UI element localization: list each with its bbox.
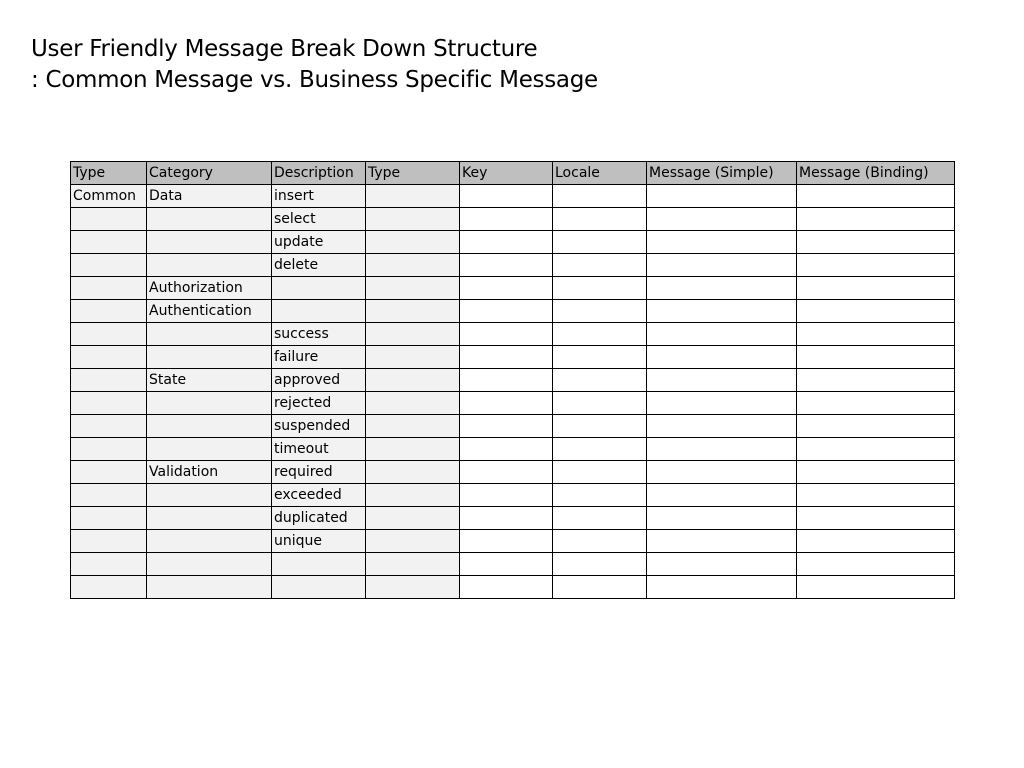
cell-message-simple bbox=[647, 346, 797, 369]
table-row bbox=[71, 530, 955, 553]
cell-locale bbox=[553, 415, 647, 438]
table-row bbox=[71, 369, 955, 392]
cell-message-simple bbox=[647, 277, 797, 300]
cell-type bbox=[71, 369, 147, 392]
cell-category bbox=[147, 484, 272, 507]
cell-type-2 bbox=[366, 461, 460, 484]
cell-key bbox=[460, 461, 553, 484]
cell-locale bbox=[553, 461, 647, 484]
cell-locale bbox=[553, 369, 647, 392]
cell-type-2 bbox=[366, 484, 460, 507]
cell-message-simple bbox=[647, 185, 797, 208]
cell-locale bbox=[553, 231, 647, 254]
table-row bbox=[71, 208, 955, 231]
cell-category bbox=[147, 254, 272, 277]
cell-description: duplicated bbox=[272, 507, 366, 530]
cell-type bbox=[71, 208, 147, 231]
cell-type bbox=[71, 576, 147, 599]
cell-description: delete bbox=[272, 254, 366, 277]
cell-type bbox=[71, 484, 147, 507]
cell-message-simple bbox=[647, 415, 797, 438]
column-header-category: Category bbox=[147, 162, 272, 185]
cell-key bbox=[460, 507, 553, 530]
cell-type bbox=[71, 438, 147, 461]
cell-type bbox=[71, 254, 147, 277]
cell-locale bbox=[553, 438, 647, 461]
cell-locale bbox=[553, 507, 647, 530]
table-row bbox=[71, 231, 955, 254]
message-breakdown-table bbox=[70, 161, 955, 599]
column-header-type: Type bbox=[71, 162, 147, 185]
cell-key bbox=[460, 208, 553, 231]
cell-message-binding bbox=[797, 415, 955, 438]
cell-category bbox=[147, 415, 272, 438]
cell-key bbox=[460, 392, 553, 415]
table-row bbox=[71, 484, 955, 507]
table-row bbox=[71, 576, 955, 599]
cell-category: State bbox=[147, 369, 272, 392]
cell-message-simple bbox=[647, 530, 797, 553]
cell-message-simple bbox=[647, 254, 797, 277]
cell-type-2 bbox=[366, 415, 460, 438]
cell-message-binding bbox=[797, 231, 955, 254]
cell-type: Common bbox=[71, 185, 147, 208]
cell-key bbox=[460, 438, 553, 461]
cell-message-binding bbox=[797, 254, 955, 277]
cell-message-binding bbox=[797, 484, 955, 507]
table-row bbox=[71, 277, 955, 300]
cell-message-simple bbox=[647, 300, 797, 323]
cell-message-simple bbox=[647, 484, 797, 507]
cell-type-2 bbox=[366, 438, 460, 461]
column-header-locale: Locale bbox=[553, 162, 647, 185]
cell-category bbox=[147, 392, 272, 415]
cell-description bbox=[272, 300, 366, 323]
cell-type bbox=[71, 530, 147, 553]
cell-type-2 bbox=[366, 231, 460, 254]
cell-type-2 bbox=[366, 346, 460, 369]
cell-locale bbox=[553, 553, 647, 576]
cell-key bbox=[460, 553, 553, 576]
cell-type-2 bbox=[366, 576, 460, 599]
cell-locale bbox=[553, 392, 647, 415]
cell-description: insert bbox=[272, 185, 366, 208]
cell-message-simple bbox=[647, 438, 797, 461]
cell-message-binding bbox=[797, 208, 955, 231]
cell-message-simple bbox=[647, 208, 797, 231]
cell-type-2 bbox=[366, 369, 460, 392]
table-row bbox=[71, 185, 955, 208]
cell-type-2 bbox=[366, 530, 460, 553]
cell-type bbox=[71, 323, 147, 346]
cell-description: failure bbox=[272, 346, 366, 369]
cell-key bbox=[460, 484, 553, 507]
table-body bbox=[71, 185, 955, 599]
cell-type-2 bbox=[366, 208, 460, 231]
cell-message-binding bbox=[797, 530, 955, 553]
cell-message-binding bbox=[797, 438, 955, 461]
column-header-key: Key bbox=[460, 162, 553, 185]
cell-key bbox=[460, 369, 553, 392]
cell-category bbox=[147, 323, 272, 346]
cell-message-simple bbox=[647, 369, 797, 392]
cell-key bbox=[460, 415, 553, 438]
cell-message-binding bbox=[797, 185, 955, 208]
cell-type-2 bbox=[366, 323, 460, 346]
cell-type-2 bbox=[366, 507, 460, 530]
cell-key bbox=[460, 254, 553, 277]
cell-key bbox=[460, 231, 553, 254]
cell-type-2 bbox=[366, 300, 460, 323]
cell-type bbox=[71, 231, 147, 254]
cell-message-binding bbox=[797, 507, 955, 530]
cell-message-binding bbox=[797, 369, 955, 392]
table-row bbox=[71, 507, 955, 530]
cell-type bbox=[71, 507, 147, 530]
cell-message-simple bbox=[647, 323, 797, 346]
cell-locale bbox=[553, 277, 647, 300]
cell-type bbox=[71, 300, 147, 323]
cell-category: Validation bbox=[147, 461, 272, 484]
cell-description: unique bbox=[272, 530, 366, 553]
cell-message-binding bbox=[797, 576, 955, 599]
cell-message-binding bbox=[797, 277, 955, 300]
cell-key bbox=[460, 323, 553, 346]
column-header-description: Description bbox=[272, 162, 366, 185]
cell-category: Authentication bbox=[147, 300, 272, 323]
column-header-message-binding: Message (Binding) bbox=[797, 162, 955, 185]
table-row bbox=[71, 461, 955, 484]
cell-type bbox=[71, 415, 147, 438]
cell-key bbox=[460, 185, 553, 208]
cell-category bbox=[147, 208, 272, 231]
cell-message-binding bbox=[797, 392, 955, 415]
cell-locale bbox=[553, 530, 647, 553]
cell-locale bbox=[553, 484, 647, 507]
cell-key bbox=[460, 576, 553, 599]
cell-category bbox=[147, 438, 272, 461]
cell-description: exceeded bbox=[272, 484, 366, 507]
cell-locale bbox=[553, 346, 647, 369]
cell-description bbox=[272, 277, 366, 300]
cell-description bbox=[272, 553, 366, 576]
cell-category bbox=[147, 576, 272, 599]
cell-locale bbox=[553, 208, 647, 231]
cell-message-binding bbox=[797, 346, 955, 369]
cell-category: Authorization bbox=[147, 277, 272, 300]
table-header-row bbox=[71, 162, 955, 185]
cell-message-simple bbox=[647, 461, 797, 484]
table-row bbox=[71, 254, 955, 277]
cell-type-2 bbox=[366, 185, 460, 208]
cell-locale bbox=[553, 576, 647, 599]
cell-category bbox=[147, 346, 272, 369]
cell-message-binding bbox=[797, 461, 955, 484]
table-row bbox=[71, 415, 955, 438]
cell-locale bbox=[553, 185, 647, 208]
cell-category bbox=[147, 553, 272, 576]
cell-type bbox=[71, 461, 147, 484]
cell-description: timeout bbox=[272, 438, 366, 461]
cell-type-2 bbox=[366, 392, 460, 415]
cell-message-simple bbox=[647, 576, 797, 599]
cell-message-binding bbox=[797, 553, 955, 576]
cell-category bbox=[147, 530, 272, 553]
cell-description: rejected bbox=[272, 392, 366, 415]
cell-type bbox=[71, 392, 147, 415]
cell-category: Data bbox=[147, 185, 272, 208]
title-line-1: User Friendly Message Break Down Structure bbox=[31, 36, 538, 62]
slide-title bbox=[31, 34, 598, 96]
cell-key bbox=[460, 530, 553, 553]
cell-category bbox=[147, 231, 272, 254]
column-header-type-2: Type bbox=[366, 162, 460, 185]
cell-description: required bbox=[272, 461, 366, 484]
cell-description: approved bbox=[272, 369, 366, 392]
cell-message-simple bbox=[647, 231, 797, 254]
cell-description: suspended bbox=[272, 415, 366, 438]
cell-locale bbox=[553, 254, 647, 277]
cell-description: update bbox=[272, 231, 366, 254]
cell-message-simple bbox=[647, 507, 797, 530]
cell-type bbox=[71, 553, 147, 576]
cell-message-binding bbox=[797, 300, 955, 323]
table-row bbox=[71, 346, 955, 369]
title-line-2: : Common Message vs. Business Specific Message bbox=[31, 67, 598, 93]
table-row bbox=[71, 300, 955, 323]
cell-category bbox=[147, 507, 272, 530]
cell-type-2 bbox=[366, 553, 460, 576]
table-row bbox=[71, 323, 955, 346]
cell-type-2 bbox=[366, 277, 460, 300]
cell-key bbox=[460, 277, 553, 300]
table-row bbox=[71, 438, 955, 461]
cell-description: select bbox=[272, 208, 366, 231]
cell-key bbox=[460, 346, 553, 369]
cell-type bbox=[71, 346, 147, 369]
cell-description bbox=[272, 576, 366, 599]
cell-type-2 bbox=[366, 254, 460, 277]
column-header-message-simple: Message (Simple) bbox=[647, 162, 797, 185]
cell-description: success bbox=[272, 323, 366, 346]
cell-message-binding bbox=[797, 323, 955, 346]
cell-type bbox=[71, 277, 147, 300]
table-row bbox=[71, 392, 955, 415]
cell-message-simple bbox=[647, 553, 797, 576]
cell-key bbox=[460, 300, 553, 323]
table-row bbox=[71, 553, 955, 576]
cell-locale bbox=[553, 323, 647, 346]
cell-message-simple bbox=[647, 392, 797, 415]
cell-locale bbox=[553, 300, 647, 323]
